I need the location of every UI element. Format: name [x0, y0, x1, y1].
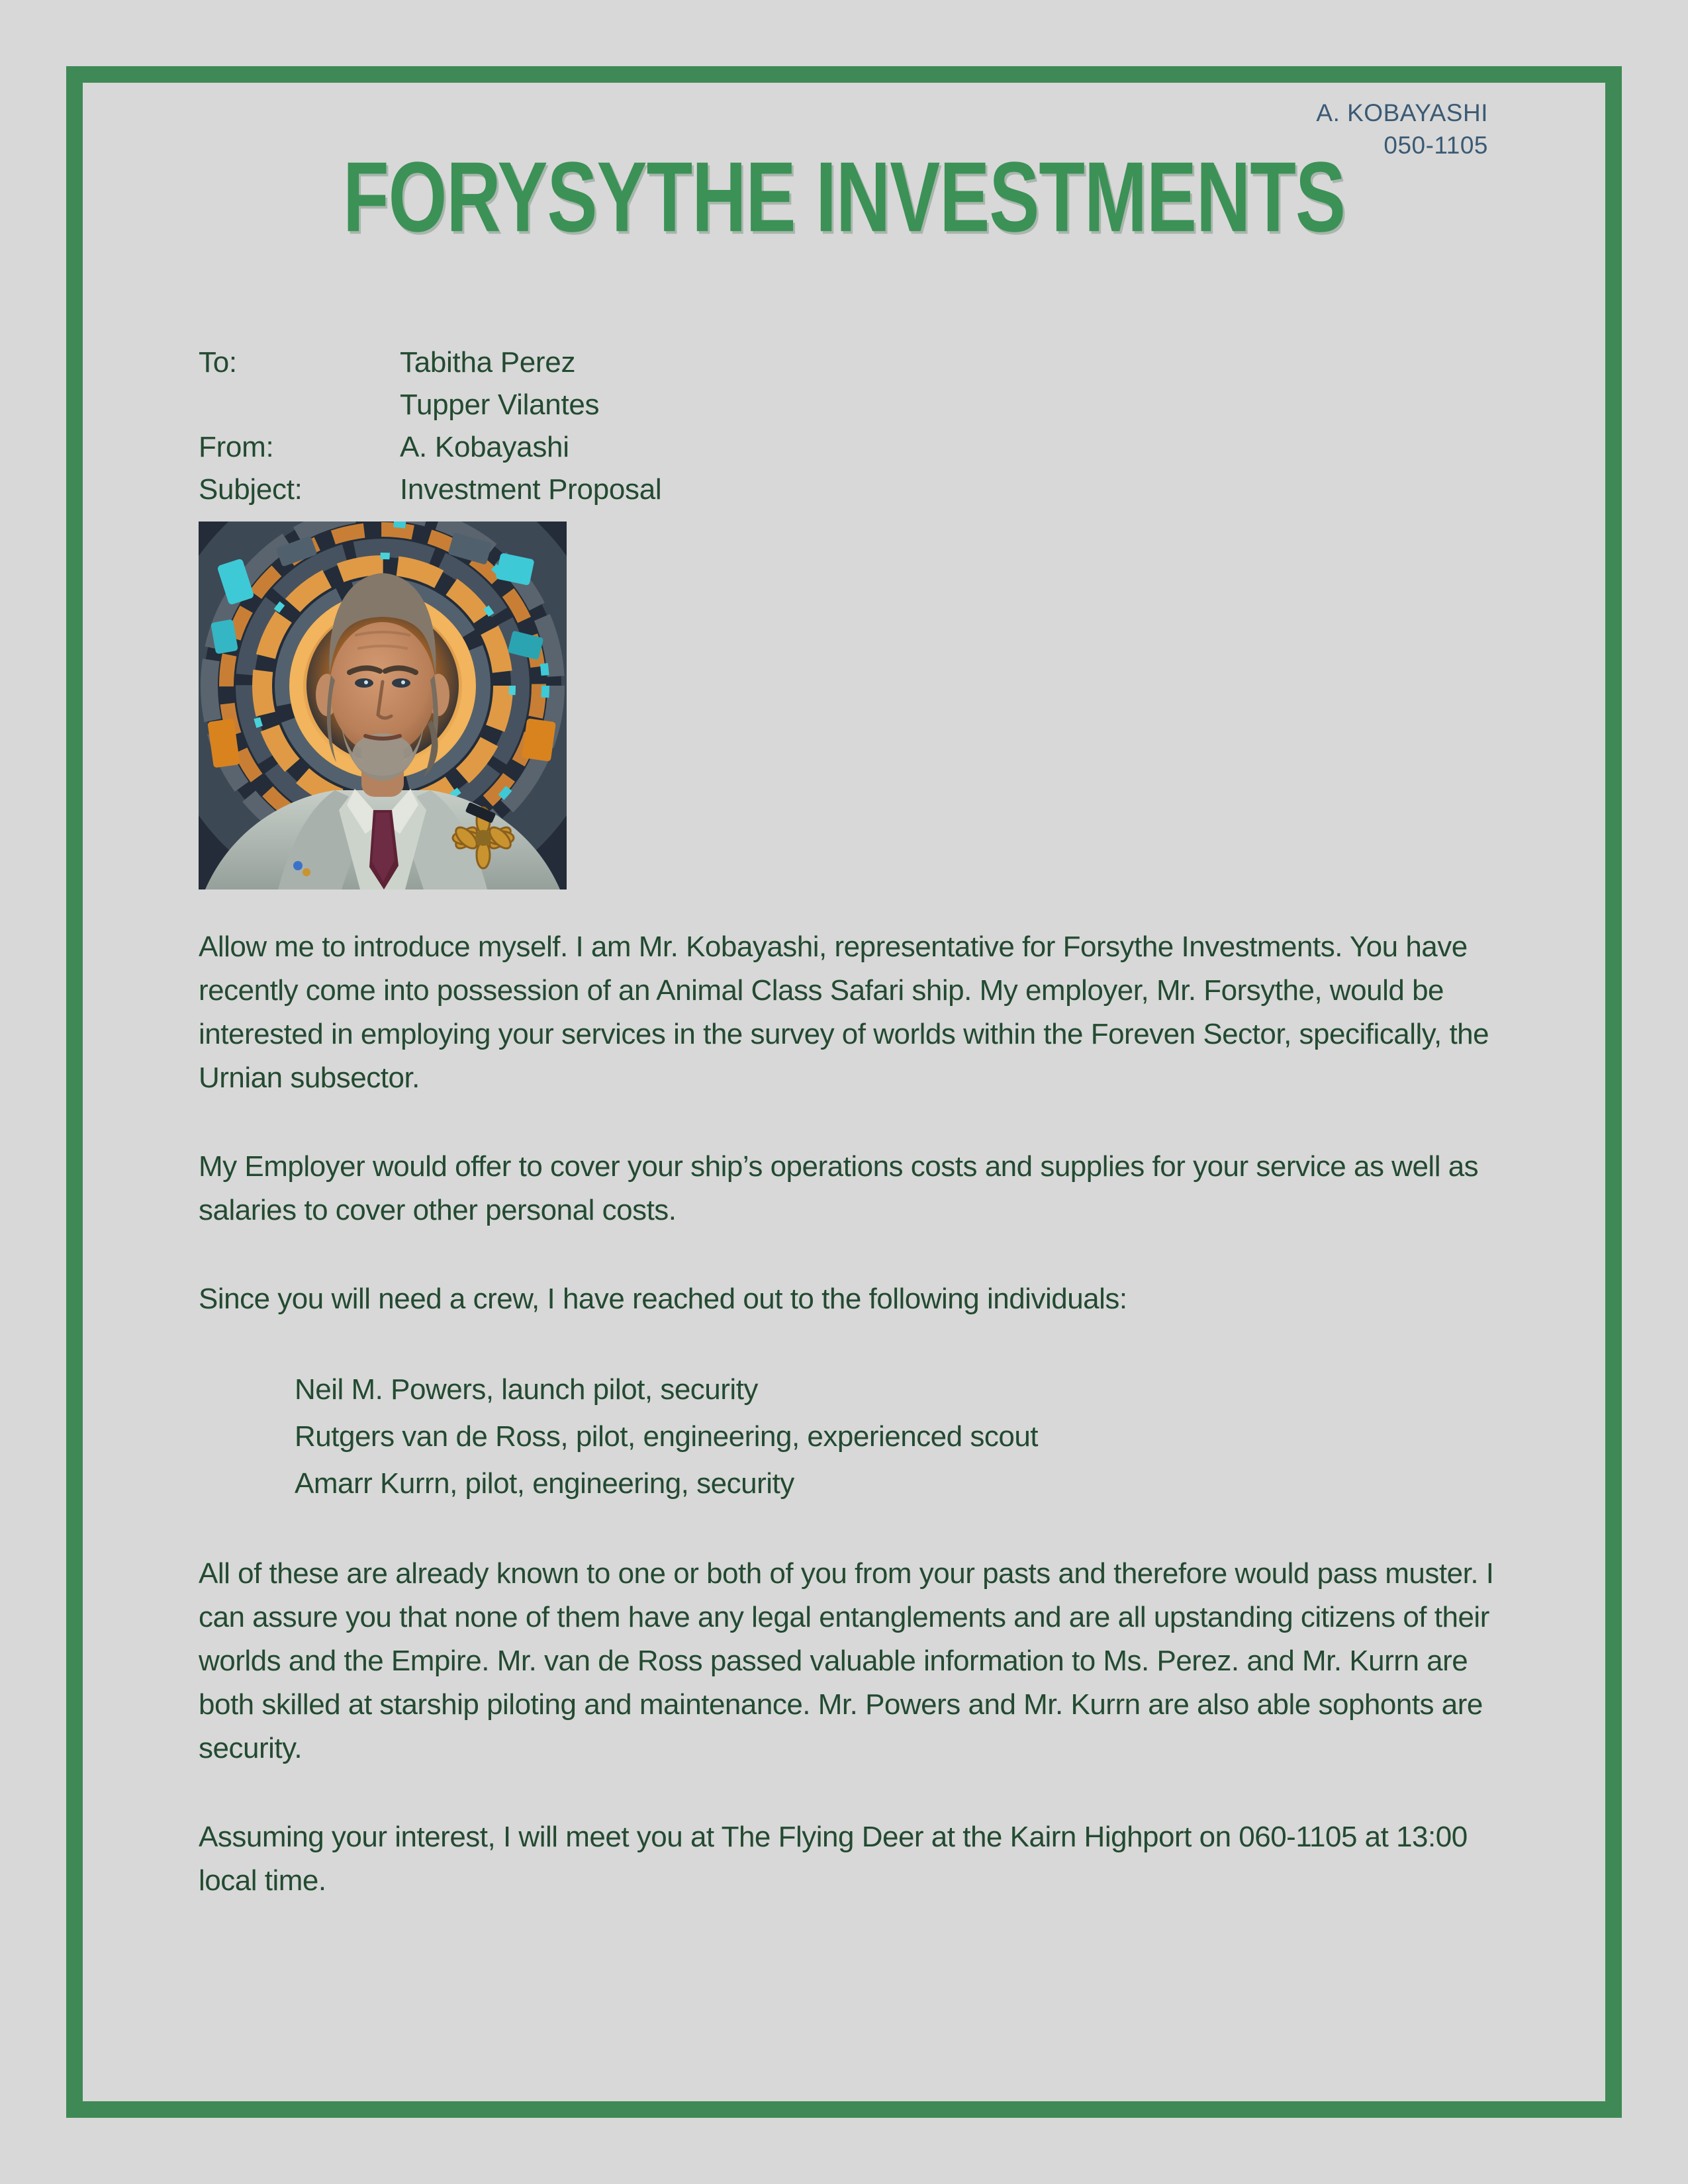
crew-list [199, 1366, 1496, 1507]
paragraph-meeting: Assuming your interest, I will meet you at The Flying Deer at the Kairn Highport on 060-1105 at 13:00 local time. [199, 1821, 1468, 1897]
company-title-text: FORYSYTHE INVESTMENTS [343, 142, 1345, 253]
paragraph-intro: Allow me to introduce myself. I am Mr. Kobayashi, representative for Forsythe Investments. You have recently come into possession of an Animal Class Safari ship. My employer, Mr. Forsythe, would be interested in employing your services in the survey of worlds within the Foreven Sector, specifically, the Urnian subsector. [199, 931, 1489, 1094]
crew-list-item: Neil M. Powers, launch pilot, security [295, 1373, 758, 1406]
meta-label-blank [199, 384, 400, 426]
meta-label-subject: Subject: [199, 473, 303, 506]
meta-row-to-2 [199, 384, 661, 426]
header-date-code: 050-1105 [1383, 132, 1488, 159]
meta-row-from [199, 426, 661, 469]
kobayashi-portrait-image [199, 522, 567, 889]
crew-list-item: Amarr Kurrn, pilot, engineering, security [295, 1467, 794, 1500]
meta-value-recipient-1: Tabitha Perez [400, 346, 576, 379]
meta-label-from: From: [199, 431, 274, 463]
memo-meta-block [199, 341, 661, 511]
header-author: A. KOBAYASHI [1316, 99, 1488, 126]
meta-label-to: To: [199, 346, 237, 379]
meta-value-sender: A. Kobayashi [400, 431, 569, 463]
paragraph-offer: My Employer would offer to cover your ship’s operations costs and supplies for your service as well as salaries to cover other personal costs. [199, 1150, 1479, 1226]
paragraph-crew-lead-in: Since you will need a crew, I have reached out to the following individuals: [199, 1283, 1127, 1315]
meta-row-to [199, 341, 661, 384]
meta-value-subject: Investment Proposal [400, 473, 662, 506]
meta-row-subject [199, 469, 661, 511]
crew-list-item: Rutgers van de Ross, pilot, engineering, experienced scout [295, 1420, 1039, 1453]
meta-value-recipient-2: Tupper Vilantes [400, 388, 600, 421]
paragraph-assurance: All of these are already known to one or both of you from your pasts and therefore would pass muster. I can assure you that none of them have any legal entanglements and are all upstanding citizens of their worlds and the Empire. Mr. van de Ross passed valuable information to Ms. Perez. and Mr. Kurrn are both skilled at starship piloting and maintenance. Mr. Powers and Mr. Kurrn are also able sophonts are security. [199, 1557, 1494, 1764]
letter-body [199, 925, 1496, 1948]
company-title [0, 140, 1688, 253]
